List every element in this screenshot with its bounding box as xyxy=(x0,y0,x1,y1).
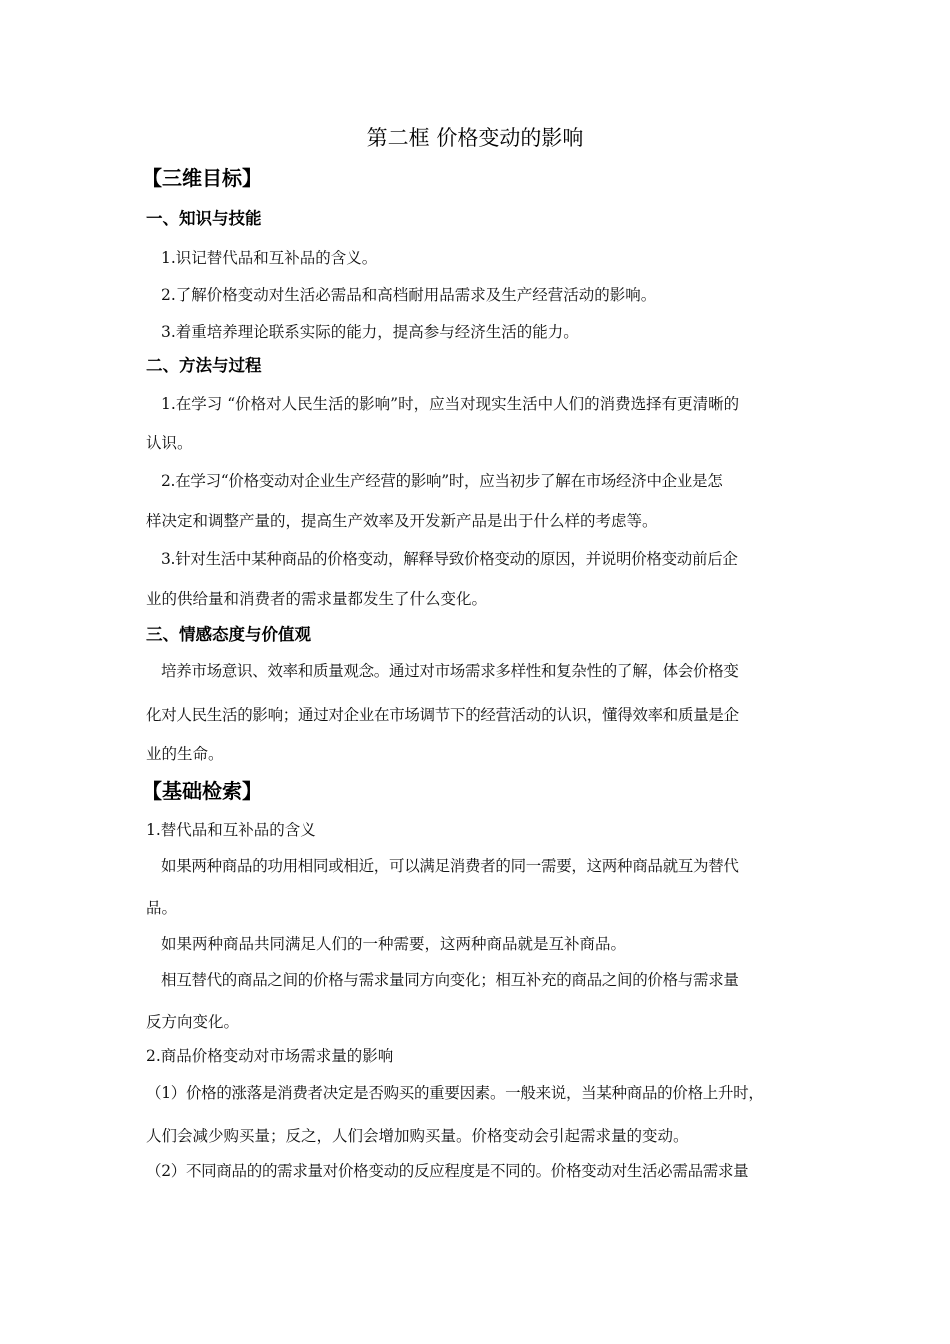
attitude-line-2: 化对人民生活的影响；通过对企业在市场调节下的经营活动的认识，懂得效率和质量是企 xyxy=(146,706,739,724)
method-line-4: 样决定和调整产量的，提高生产效率及开发新产品是出于什么样的考虑等。 xyxy=(146,512,658,530)
page-title: 第二框 价格变动的影响 xyxy=(366,126,584,150)
knowledge-item-1: 1.识记替代品和互补品的含义。 xyxy=(161,249,378,267)
basics-line-7: 2.商品价格变动对市场需求量的影响 xyxy=(146,1047,394,1065)
basics-line-8: （1）价格的涨落是消费者决定是否购买的重要因素。一般来说，当某种商品的价格上升时， xyxy=(146,1084,764,1102)
basics-line-10: （2）不同商品的的需求量对价格变动的反应程度是不同的。价格变动对生活必需品需求量 xyxy=(146,1162,749,1180)
method-line-3: 2.在学习“价格变动对企业生产经营的影响”时，应当初步了解在市场经济中企业是怎 xyxy=(161,472,723,490)
subheading-knowledge-skills: 一、知识与技能 xyxy=(146,209,262,228)
basics-line-5: 相互替代的商品之间的价格与需求量同方向变化；相互补充的商品之间的价格与需求量 xyxy=(161,971,739,989)
method-line-6: 业的供给量和消费者的需求量都发生了什么变化。 xyxy=(146,590,488,608)
section-heading-goals: 【三维目标】 xyxy=(142,166,262,190)
attitude-line-3: 业的生命。 xyxy=(146,745,224,763)
basics-line-6: 反方向变化。 xyxy=(146,1013,240,1031)
attitude-line-1: 培养市场意识、效率和质量观念。通过对市场需求多样性和复杂性的了解，体会价格变 xyxy=(161,662,739,680)
method-line-2: 认识。 xyxy=(146,434,193,452)
basics-line-2: 如果两种商品的功用相同或相近，可以满足消费者的同一需要，这两种商品就互为替代 xyxy=(161,857,739,875)
knowledge-item-3: 3.着重培养理论联系实际的能力，提高参与经济生活的能力。 xyxy=(161,323,579,341)
basics-line-9: 人们会减少购买量；反之，人们会增加购买量。价格变动会引起需求量的变动。 xyxy=(146,1127,689,1145)
basics-line-3: 品。 xyxy=(146,899,178,917)
method-line-5: 3.针对生活中某种商品的价格变动，解释导致价格变动的原因，并说明价格变动前后企 xyxy=(161,550,738,568)
knowledge-item-2: 2.了解价格变动对生活必需品和高档耐用品需求及生产经营活动的影响。 xyxy=(161,286,657,304)
section-heading-basics: 【基础检索】 xyxy=(142,779,262,803)
subheading-method-process: 二、方法与过程 xyxy=(146,356,262,375)
method-line-1: 1.在学习 “价格对人民生活的影响”时，应当对现实生活中人们的消费选择有更清晰的 xyxy=(161,395,740,413)
subheading-attitude-values: 三、情感态度与价值观 xyxy=(146,625,311,644)
basics-line-1: 1.替代品和互补品的含义 xyxy=(146,821,316,839)
basics-line-4: 如果两种商品共同满足人们的一种需要，这两种商品就是互补商品。 xyxy=(161,935,627,953)
